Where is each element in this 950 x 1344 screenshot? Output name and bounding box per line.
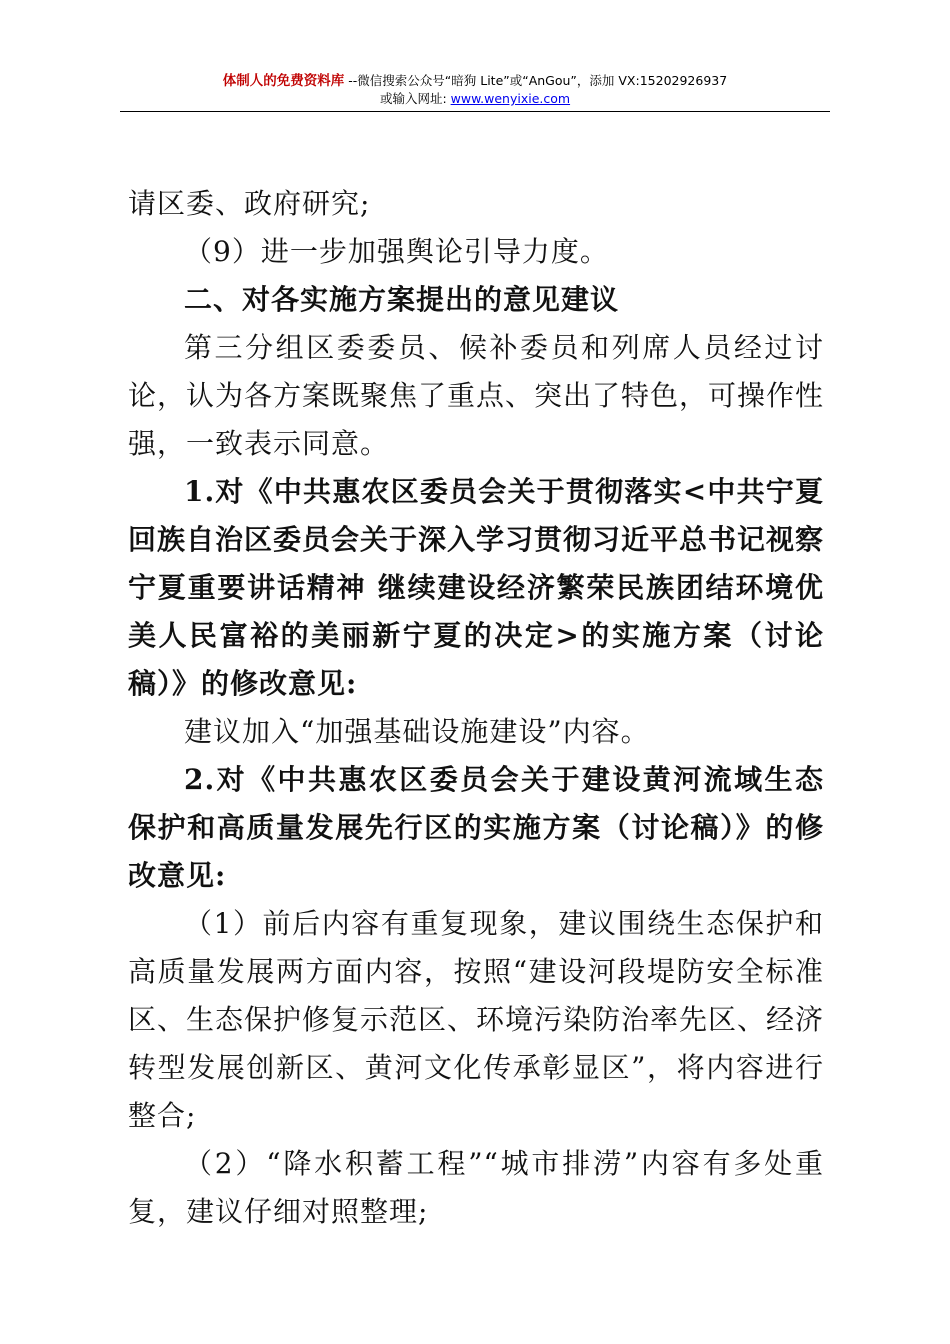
header-line-1 <box>120 72 830 90</box>
header-promo: --微信搜索公众号“暗狗 Lite”或“AnGou”，添加 VX:15202926937 <box>344 73 728 88</box>
section-heading-2: 二、对各实施方案提出的意见建议 <box>184 283 620 316</box>
item-1-text: 建议加入“加强基础设施建设”内容。 <box>184 715 650 748</box>
item-2-point-2: （2）“降水积蓄工程”“城市排涝”内容有多处重复，建议仔细对照整理; <box>128 1147 824 1228</box>
header-divider <box>120 111 830 112</box>
item-2-point-1: （1）前后内容有重复现象，建议围绕生态保护和高质量发展两方面内容，按照“建设河段堤防安全标准区、生态保护修复示范区、环境污染防治率先区、经济转型发展创新区、黄河文化传承彰显区”，将内容进行整合; <box>128 907 825 1132</box>
header-url-link[interactable]: www.wenyixie.com <box>450 91 571 106</box>
paragraph-item-9: （9）进一步加强舆论引导力度。 <box>184 235 609 268</box>
paragraph-group-opinion: 第三分组区委委员、候补委员和列席人员经过讨论，认为各方案既聚焦了重点、突出了特色，可操作性强，一致表示同意。 <box>128 331 825 460</box>
paragraph-continuation: 请区委、政府研究; <box>128 187 371 220</box>
header-line-2 <box>120 90 830 108</box>
page-header <box>120 72 830 108</box>
header-brand: 体制人的免费资料库 <box>222 73 345 89</box>
item-2-title: 2.对《中共惠农区委员会关于建设黄河流域生态保护和高质量发展先行区的实施方案（讨论稿）》的修改意见: <box>128 763 824 892</box>
document-body <box>128 180 824 1236</box>
header-url-prefix: 或输入网址: <box>379 91 451 106</box>
item-1-title: 1.对《中共惠农区委员会关于贯彻落实<中共宁夏回族自治区委员会关于深入学习贯彻习近平总书记视察宁夏重要讲话精神 继续建设经济繁荣民族团结环境优美人民富裕的美丽新宁夏的决定>的实施方案（讨论稿）》的修改意见: <box>128 475 825 700</box>
